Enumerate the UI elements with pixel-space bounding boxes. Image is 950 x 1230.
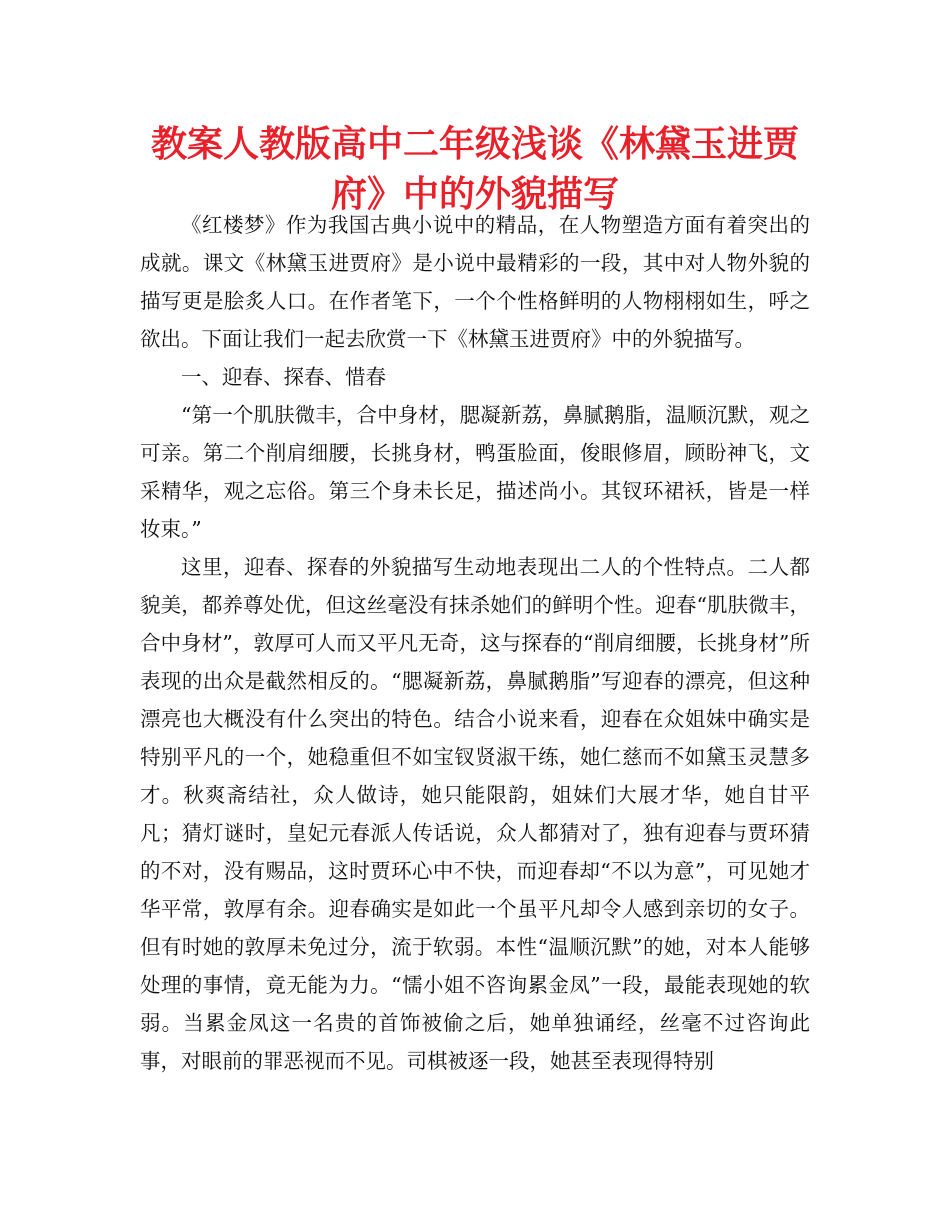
- section-heading: 一、迎春、探春、惜春: [181, 365, 386, 389]
- paragraph-intro: 《红楼梦》作为我国古典小说中的精品，在人物塑造方面有着突出的成就。课文《林黛玉进贾府》是小说中最精彩的一段，其中对人物外貌的描写更是脍炙人口。在作者笔下，一个个性格鲜明的人物栩栩如生，呼之欲出。下面让我们一起去欣赏一下《林黛玉进贾府》中的外貌描写。: [140, 213, 810, 351]
- paragraph-quote: “第一个肌肤微丰，合中身材，腮凝新荔，鼻腻鹅脂，温顺沉默，观之可亲。第二个削肩细腰，长挑身材，鸭蛋脸面，俊眼修眉，顾盼神飞，文采精华，观之忘俗。第三个身未长足，描述尚小。其钗环裙袄，皆是一样妆束。”: [140, 403, 810, 541]
- paragraph-analysis: 这里，迎春、探春的外貌描写生动地表现出二人的个性特点。二人都貌美，都养尊处优，但这丝毫没有抹杀她们的鲜明个性。迎春“肌肤微丰，合中身材”，敦厚可人而又平凡无奇，这与探春的“削肩细腰，长挑身材”所表现的出众是截然相反的。“腮凝新荔，鼻腻鹅脂”写迎春的漂亮，但这种漂亮也大概没有什么突出的特色。结合小说来看，迎春在众姐妹中确实是特别平凡的一个，她稳重但不如宝钗贤淑干练，她仁慈而不如黛玉灵慧多才。秋爽斋结社，众人做诗，她只能限韵，姐妹们大展才华，她自甘平凡；猜灯谜时，皇妃元春派人传话说，众人都猜对了，独有迎春与贾环猜的不对，没有赐品，这时贾环心中不快，而迎春却“不以为意”，可见她才华平常，敦厚有余。迎春确实是如此一个虽平凡却令人感到亲切的女子。但有时她的敦厚未免过分，流于软弱。本性“温顺沉默”的她，对本人能够处理的事情，竟无能为力。“懦小姐不咨询累金凤”一段，最能表现她的软弱。当累金凤这一名贵的首饰被偷之后，她单独诵经，丝毫不过咨询此事，对眼前的罪恶视而不见。司棋被逐一段，她甚至表现得特别: [140, 555, 810, 1073]
- document-title: 教案人教版高中二年级浅谈《林黛玉进贾府》中的外貌描写: [150, 124, 799, 215]
- document-body: [140, 206, 810, 1080]
